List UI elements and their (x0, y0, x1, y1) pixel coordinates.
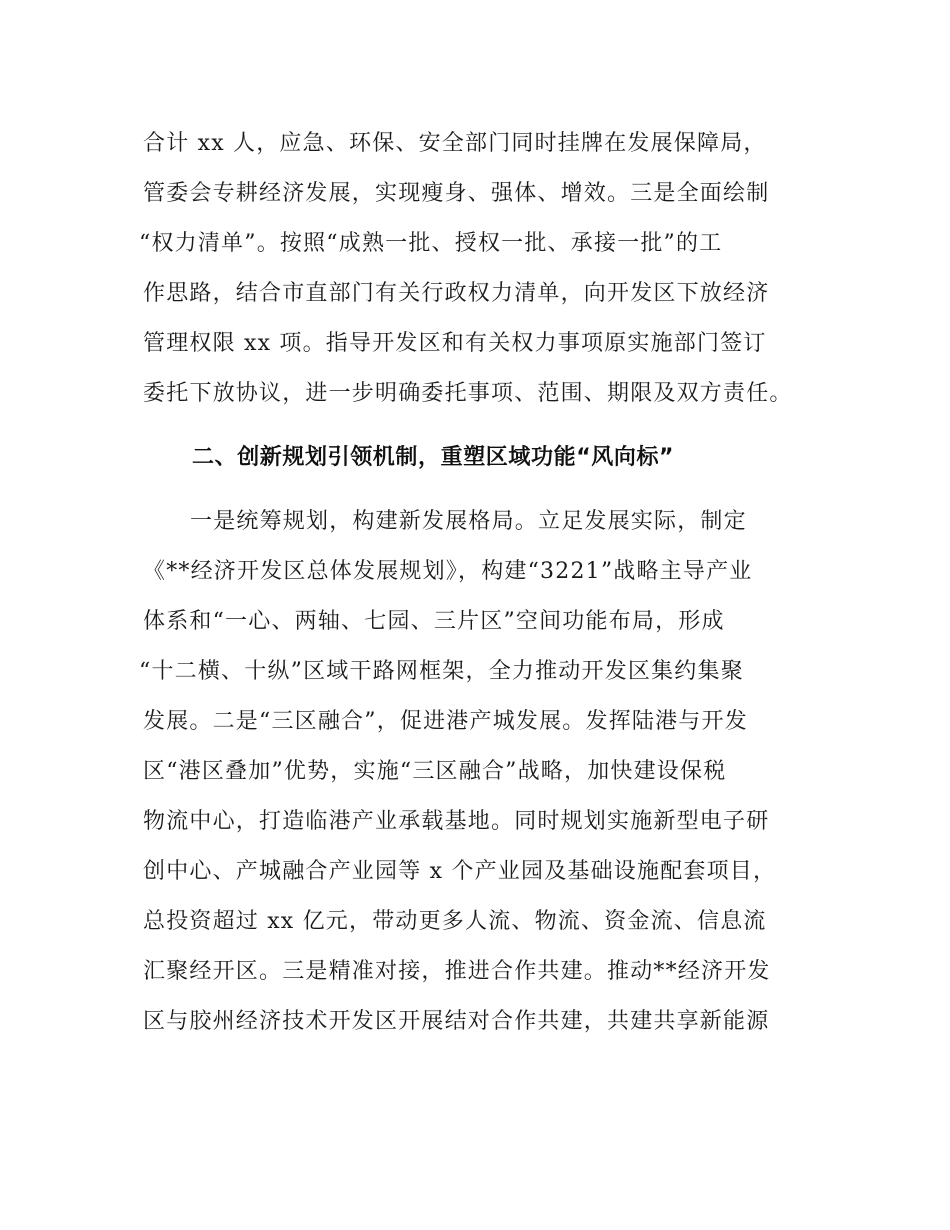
paragraph-line: “十二横、十纵”区域干路网框架，全力推动开发区集约集聚 (139, 659, 744, 684)
paragraph-line: 创中心、产城融合产业园等 x 个产业园及基础设施配套项目， (143, 859, 777, 884)
paragraph-line: 汇聚经开区。三是精准对接，推进合作共建。推动**经济开发 (143, 959, 771, 984)
paragraph-line: 发展。二是“三区融合”，促进港产城发展。发挥陆港与开发 (143, 709, 748, 734)
section-heading: 二、创新规划引领机制，重塑区域功能“风向标” (192, 445, 675, 470)
paragraph-line: 《**经济开发区总体发展规划》，构建“3221”战略主导产业 (143, 559, 753, 584)
paragraph-line: 物流中心，打造临港产业承载基地。同时规划实施新型电子研 (143, 809, 770, 834)
paragraph-line: 一是统筹规划，构建新发展格局。立足发展实际，制定 (190, 509, 747, 534)
paragraph-line: 总投资超过 xx 亿元，带动更多人流、物流、资金流、信息流 (143, 909, 767, 934)
paragraph-line: 合计 xx 人，应急、环保、安全部门同时挂牌在发展保障局， (143, 131, 767, 156)
paragraph-line: 管理权限 xx 项。指导开发区和有关权力事项原实施部门签订 (143, 331, 767, 356)
paragraph-line: 区与胶州经济技术开发区开展结对合作共建，共建共享新能源 (143, 1009, 770, 1034)
paragraph-line: “权力清单”。按照“成熟一批、授权一批、承接一批”的工 (139, 231, 723, 256)
paragraph-line: 委托下放协议，进一步明确委托事项、范围、期限及双方责任。 (143, 381, 793, 406)
paragraph-line: 管委会专耕经济发展，实现瘦身、强体、增效。三是全面绘制 (143, 181, 770, 206)
paragraph-line: 作思路，结合市直部门有关行政权力清单，向开发区下放经济 (143, 281, 770, 306)
paragraph-line: 区“港区叠加”优势，实施“三区融合”战略，加快建设保税 (143, 759, 727, 784)
paragraph-line: 体系和“一心、两轴、七园、三片区”空间功能布局，形成 (143, 609, 725, 634)
